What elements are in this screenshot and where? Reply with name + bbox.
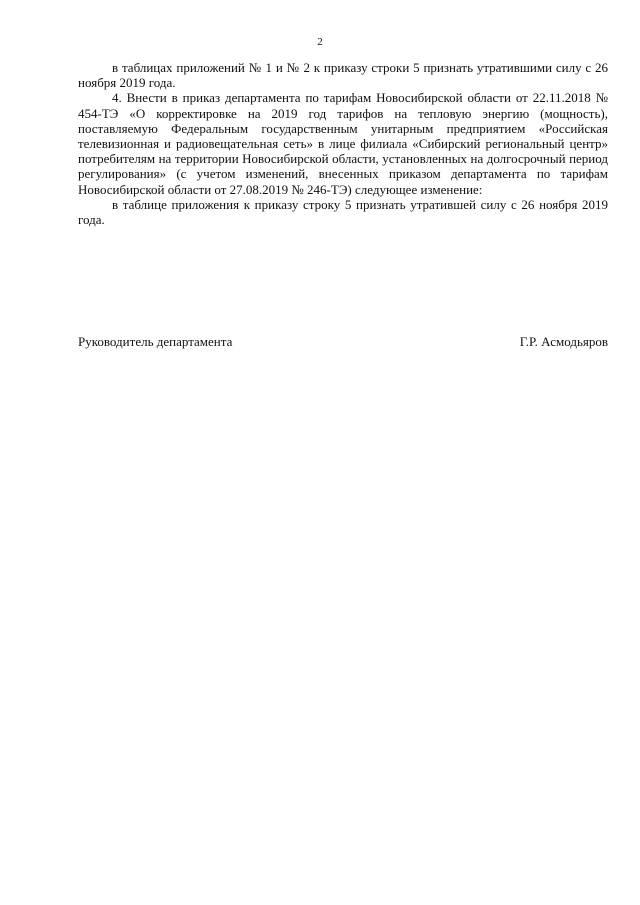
paragraph-tables-appendix: в таблицах приложений № 1 и № 2 к приказу строки 5 признать утратившими силу с 26 ноября 2019 года. xyxy=(78,60,608,91)
paragraph-amend-order: 4. Внести в приказ департамента по тарифам Новосибирской области от 22.11.2018 № 454-ТЭ «О корректировке на 2019 год тарифов на тепловую энергию (мощность), поставляемую Федеральным государственным унитарным предприятием «Российская телевизионная и радиовещательная сеть» в лице филиала «Сибирский региональный центр» потребителям на территории Новосибирской области, установленных на долгосрочный период регулирования» (с учетом изменений, внесенных приказом департамента по тарифам Новосибирской области от 27.08.2019 № 246-ТЭ) следующее изменение: xyxy=(78,90,608,197)
document-body xyxy=(78,60,608,227)
signatory-name: Г.Р. Асмодьяров xyxy=(519,334,608,349)
page-number: 2 xyxy=(317,36,323,48)
paragraph-table-row-invalid: в таблице приложения к приказу строку 5 признать утратившей силу с 26 ноября 2019 года. xyxy=(78,196,608,228)
signatory-position: Руководитель департамента xyxy=(78,334,233,349)
signature-block xyxy=(78,334,608,350)
